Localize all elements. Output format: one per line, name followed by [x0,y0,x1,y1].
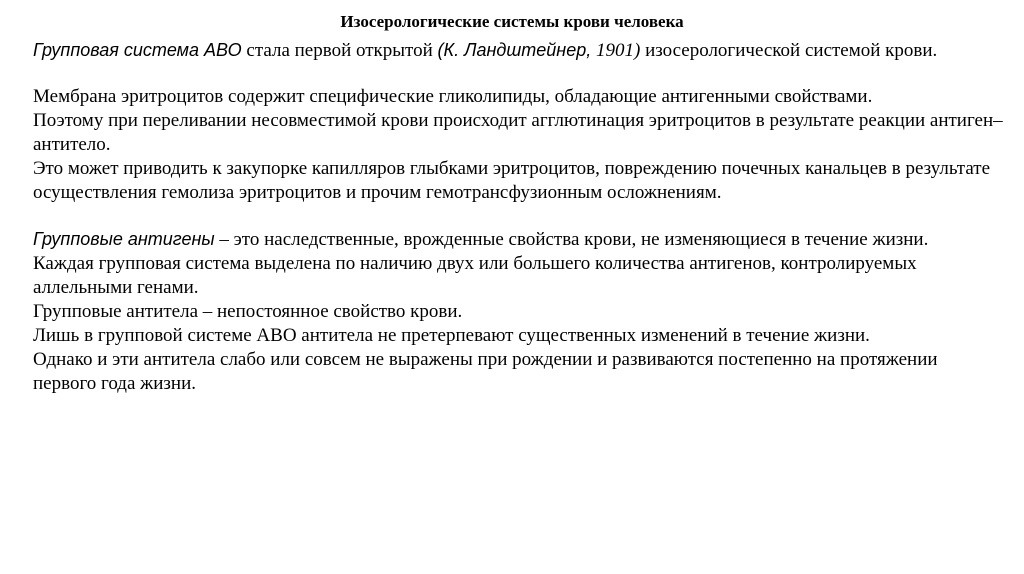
group-system-line: Каждая групповая система выделена по наличию двух или большего количества антигенов, контролируемых аллельными генами. [33,253,917,298]
paragraph-spacer [33,205,1003,227]
abo-term: Групповая система АВО [33,40,242,60]
slide-content [33,38,1003,396]
antigens-definition: – это наследственные, врожденные свойства крови, не изменяющиеся в течение жизни. [214,229,929,250]
intro-paragraph [33,38,1003,63]
membrane-line: Мембрана эритроцитов содержит специфические гликолипиды, обладающие антигенными свойствами. [33,86,873,107]
complications-line: Это может приводить к закупорке капилляров глыбками эритроцитов, повреждению почечных канальцев в результате осуществления гемолиза эритроцитов и прочим гемотрансфузионным осложнениям. [33,158,991,203]
antigens-term: Групповые антигены [33,229,215,249]
slide-title: Изосерологические системы крови человека [340,12,684,31]
antibodies-line: Групповые антитела – непостоянное свойство крови. [33,301,463,322]
author-reference: (К. Ландштейнер, [437,40,592,60]
transfusion-line: Поэтому при переливании несовместимой крови происходит агглютинация эритроцитов в результате реакции антиген–антитело. [33,110,1003,155]
abo-antibodies-line: Лишь в групповой системе АВО антитела не претерпевают существенных изменений в течение жизни. [33,325,870,346]
discovery-year: 1901) [591,40,641,61]
intro-text-1: стала первой открытой [241,40,438,61]
antigens-paragraph [33,227,1003,252]
birth-antibodies-line: Однако и эти антитела слабо или совсем не выражены при рождении и развиваются постепенно на протяжении первого года жизни. [33,349,938,394]
paragraph-spacer [33,63,1003,85]
intro-text-2: изосерологической системой крови. [640,40,938,61]
